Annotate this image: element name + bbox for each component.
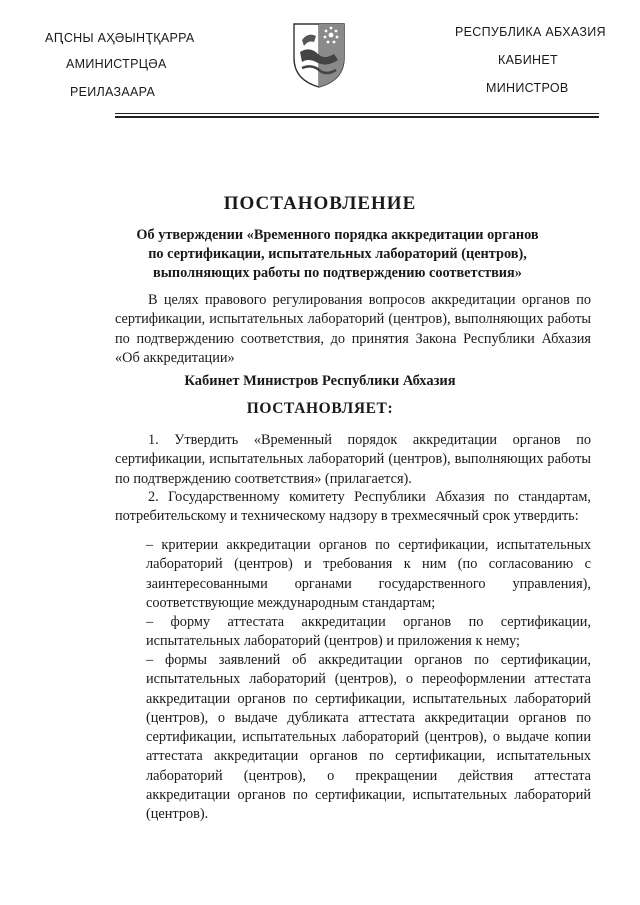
coat-of-arms-icon <box>290 20 348 90</box>
header-rule-thin <box>115 113 599 114</box>
header-left-line-3: РЕИЛАЗААРА <box>70 85 156 99</box>
subtitle-line-2: по сертификации, испытательных лабораторий (центров), <box>148 246 527 262</box>
list-item-application-forms: – формы заявлений об аккредитации органов по сертификации, испытательных лабораторий (центров), о переоформлении аттестата аккредитации органов по сертификации, испытательных лабораторий (центров), о выдаче дубликата аттестата аккредитации органов по сертификации, испытательных лабораторий (центров), о выдаче копии аттестата аккредитации органов по сертификации, испытательных лабораторий (центров), о прекращении действия аттестата аккредитации органов по сертификации, испытательных лабораторий (центров). <box>146 652 591 823</box>
authority-heading: Кабинет Министров Республики Абхазия <box>184 373 456 389</box>
header-rule-thick <box>115 116 599 118</box>
subtitle-line-3: выполняющих работы по подтверждению соответствия» <box>153 265 522 281</box>
document-subtitle <box>100 226 575 283</box>
document-type-title: ПОСТАНОВЛЕНИЕ <box>223 193 417 214</box>
list-item-criteria: – критерии аккредитации органов по сертификации, испытательных лабораторий (центров) и требования к ним (по согласованию с заинтересованными органами государственного управления), соответствующие международным стандартам; <box>146 537 591 611</box>
subtitle-line-1: Об утверждении «Временного порядка аккредитации органов <box>136 227 539 243</box>
header-right-line-2: КАБИНЕТ <box>498 53 558 67</box>
header-right-line-3: МИНИСТРОВ <box>486 81 569 95</box>
list-item-certificate-form: – форму аттестата аккредитации органов по сертификации, испытательных лабораторий (центров) и приложения к нему; <box>146 614 591 650</box>
item-1-paragraph: 1. Утвердить «Временный порядок аккредитации органов по сертификации, испытательных лабораторий (центров), выполняющих работы по подтверждению соответствия» (прилагается). <box>115 432 591 487</box>
header-left-line-1: АԤСНЫ АҲӘЫНҬҚАРРА <box>45 31 195 45</box>
preamble-paragraph: В целях правового регулирования вопросов аккредитации органов по сертификации, испытательных лабораторий (центров), выполняющих работы по подтверждению соответствия, до принятия Закона Республики Абхазия «Об аккредитации» <box>115 292 591 366</box>
decree-heading: ПОСТАНОВЛЯЕТ: <box>246 400 394 417</box>
item-2-paragraph: 2. Государственному комитету Республики Абхазия по стандартам, потребительскому и техническому надзору в трехмесячный срок утвердить: <box>115 489 591 525</box>
header-right-line-1: РЕСПУБЛИКА АБХАЗИЯ <box>455 25 606 39</box>
header-left-line-2: АМИНИСТРЦӘА <box>66 57 167 71</box>
